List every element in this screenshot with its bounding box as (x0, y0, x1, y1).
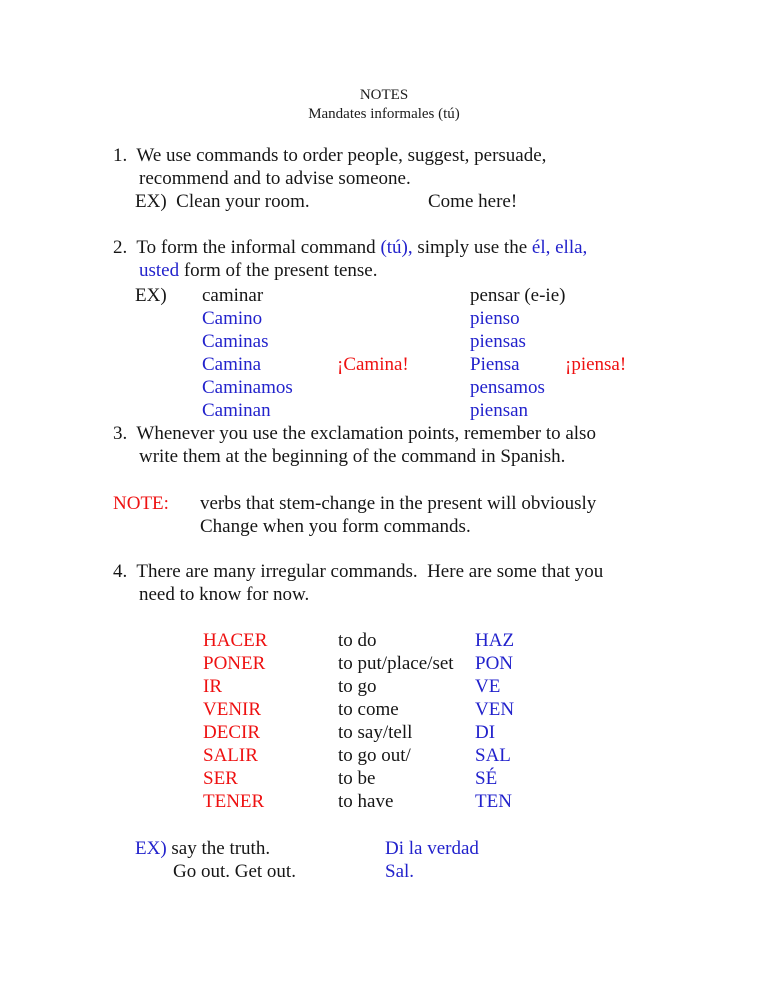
text-run: to be (338, 768, 376, 789)
text-run: EX) Clean your room. (135, 191, 310, 212)
command-ven (475, 699, 514, 721)
command-pon (475, 653, 513, 675)
text-run: Di la verdad (385, 838, 479, 859)
text-run: Come here! (428, 191, 518, 212)
example-3-line-1-right (385, 838, 479, 860)
text-run: piensan (470, 400, 529, 421)
text-run: to put/place/set (338, 653, 454, 674)
text-run: SALIR (203, 745, 258, 766)
text-run: Sal. (385, 861, 415, 882)
verb-hacer (203, 630, 267, 652)
text-run: pensamos (470, 377, 545, 398)
text-run: pienso (470, 308, 520, 329)
text-run: piensas (470, 331, 526, 352)
command-se (475, 768, 497, 790)
command-sal (475, 745, 511, 767)
example-3-line-2-left (173, 861, 296, 883)
verb-decir (203, 722, 260, 744)
note-line-2 (200, 516, 471, 538)
text-run: recommend and to advise someone. (139, 168, 411, 189)
text-run: DECIR (203, 722, 260, 743)
caminar-infinitive (202, 285, 263, 307)
note-line-1 (200, 493, 596, 515)
document-title: NOTES (359, 87, 409, 103)
note-label (113, 493, 169, 515)
translation-ir (338, 676, 377, 698)
text-run: 3. Whenever you use the exclamation points, remember to also (113, 423, 596, 444)
item-1-line-1 (113, 145, 546, 167)
item-1-line-2 (139, 168, 411, 190)
translation-venir (338, 699, 399, 721)
text-run: simply use the (412, 237, 532, 258)
text-run: Caminamos (202, 377, 293, 398)
text-run: Caminas (202, 331, 269, 352)
text-run: caminar (202, 285, 264, 306)
pensar-el-form (470, 354, 520, 376)
text-run: VE (475, 676, 501, 697)
translation-salir (338, 745, 411, 767)
text-run: PON (475, 653, 514, 674)
document-subtitle: Mandates informales (tú) (308, 106, 460, 122)
text-run: Piensa (470, 354, 520, 375)
translation-tener (338, 791, 393, 813)
verb-ir (203, 676, 222, 698)
pensar-infinitive (470, 285, 565, 307)
text-run: say the truth. (166, 838, 271, 859)
command-ve (475, 676, 500, 698)
text-run: Camina (202, 354, 262, 375)
command-di (475, 722, 495, 744)
item-2-line-1 (113, 237, 587, 259)
verb-venir (203, 699, 261, 721)
caminar-el-form (202, 354, 261, 376)
text-run: to say/tell (338, 722, 413, 743)
translation-ser (338, 768, 375, 790)
verb-tener (203, 791, 264, 813)
text-run: TEN (475, 791, 512, 812)
text-run: need to know for now. (139, 584, 310, 605)
verb-poner (203, 653, 265, 675)
example-3-line-2-right (385, 861, 414, 883)
text-run: TENER (203, 791, 265, 812)
translation-decir (338, 722, 412, 744)
text-run: SER (203, 768, 238, 789)
text-run: NOTE: (113, 493, 169, 514)
example-1-left (135, 191, 310, 213)
text-run: Go out. Get out. (173, 861, 296, 882)
example-3-line-1-left (135, 838, 270, 860)
text-run: to do (338, 630, 377, 651)
translation-hacer (338, 630, 377, 652)
example-1-right (428, 191, 517, 213)
text-run: write them at the beginning of the command in Spanish. (139, 446, 566, 467)
pensar-ellos-form (470, 400, 528, 422)
item-2-line-2 (139, 260, 378, 282)
text-run: VEN (475, 699, 515, 720)
item-4-line-1 (113, 561, 603, 583)
text-run: to come (338, 699, 399, 720)
text-run: PONER (203, 653, 266, 674)
pensar-command (565, 354, 626, 376)
caminar-nosotros-form (202, 377, 293, 399)
pensar-nosotros-form (470, 377, 545, 399)
caminar-command (337, 354, 409, 376)
text-run: SÉ (475, 768, 498, 789)
text-run: HACER (203, 630, 268, 651)
text-run: él, ella, (531, 237, 588, 258)
verb-ser (203, 768, 238, 790)
command-ten (475, 791, 512, 813)
text-run: Caminan (202, 400, 271, 421)
text-run: VENIR (203, 699, 262, 720)
pensar-yo-form (470, 308, 520, 330)
text-run: Camino (202, 308, 263, 329)
text-run: Change when you form commands. (200, 516, 471, 537)
caminar-tu-form (202, 331, 269, 353)
text-run: to have (338, 791, 394, 812)
caminar-ellos-form (202, 400, 271, 422)
text-run: IR (203, 676, 222, 697)
text-run: to go (338, 676, 377, 697)
text-run: EX) (135, 285, 167, 306)
text-run: HAZ (475, 630, 515, 651)
command-haz (475, 630, 514, 652)
caminar-yo-form (202, 308, 262, 330)
text-run: EX) (135, 838, 167, 859)
text-run: SAL (475, 745, 511, 766)
text-run: DI (475, 722, 496, 743)
text-run: usted (139, 260, 180, 281)
example-2-label (135, 285, 167, 307)
verb-salir (203, 745, 258, 767)
text-run: verbs that stem-change in the present will obviously (200, 493, 597, 514)
text-run: ¡Camina! (337, 354, 409, 375)
text-run: to go out/ (338, 745, 411, 766)
text-run: ¡piensa! (565, 354, 627, 375)
text-run: (tú), (380, 237, 413, 258)
text-run: 1. We use commands to order people, suggest, persuade, (113, 145, 547, 166)
text-run: 2. To form the informal command (113, 237, 381, 258)
item-4-line-2 (139, 584, 309, 606)
pensar-tu-form (470, 331, 526, 353)
translation-poner (338, 653, 454, 675)
text-run: pensar (e-ie) (470, 285, 566, 306)
text-run: form of the present tense. (179, 260, 378, 281)
item-3-line-1 (113, 423, 596, 445)
text-run: 4. There are many irregular commands. Here are some that you (113, 561, 604, 582)
item-3-line-2 (139, 446, 565, 468)
